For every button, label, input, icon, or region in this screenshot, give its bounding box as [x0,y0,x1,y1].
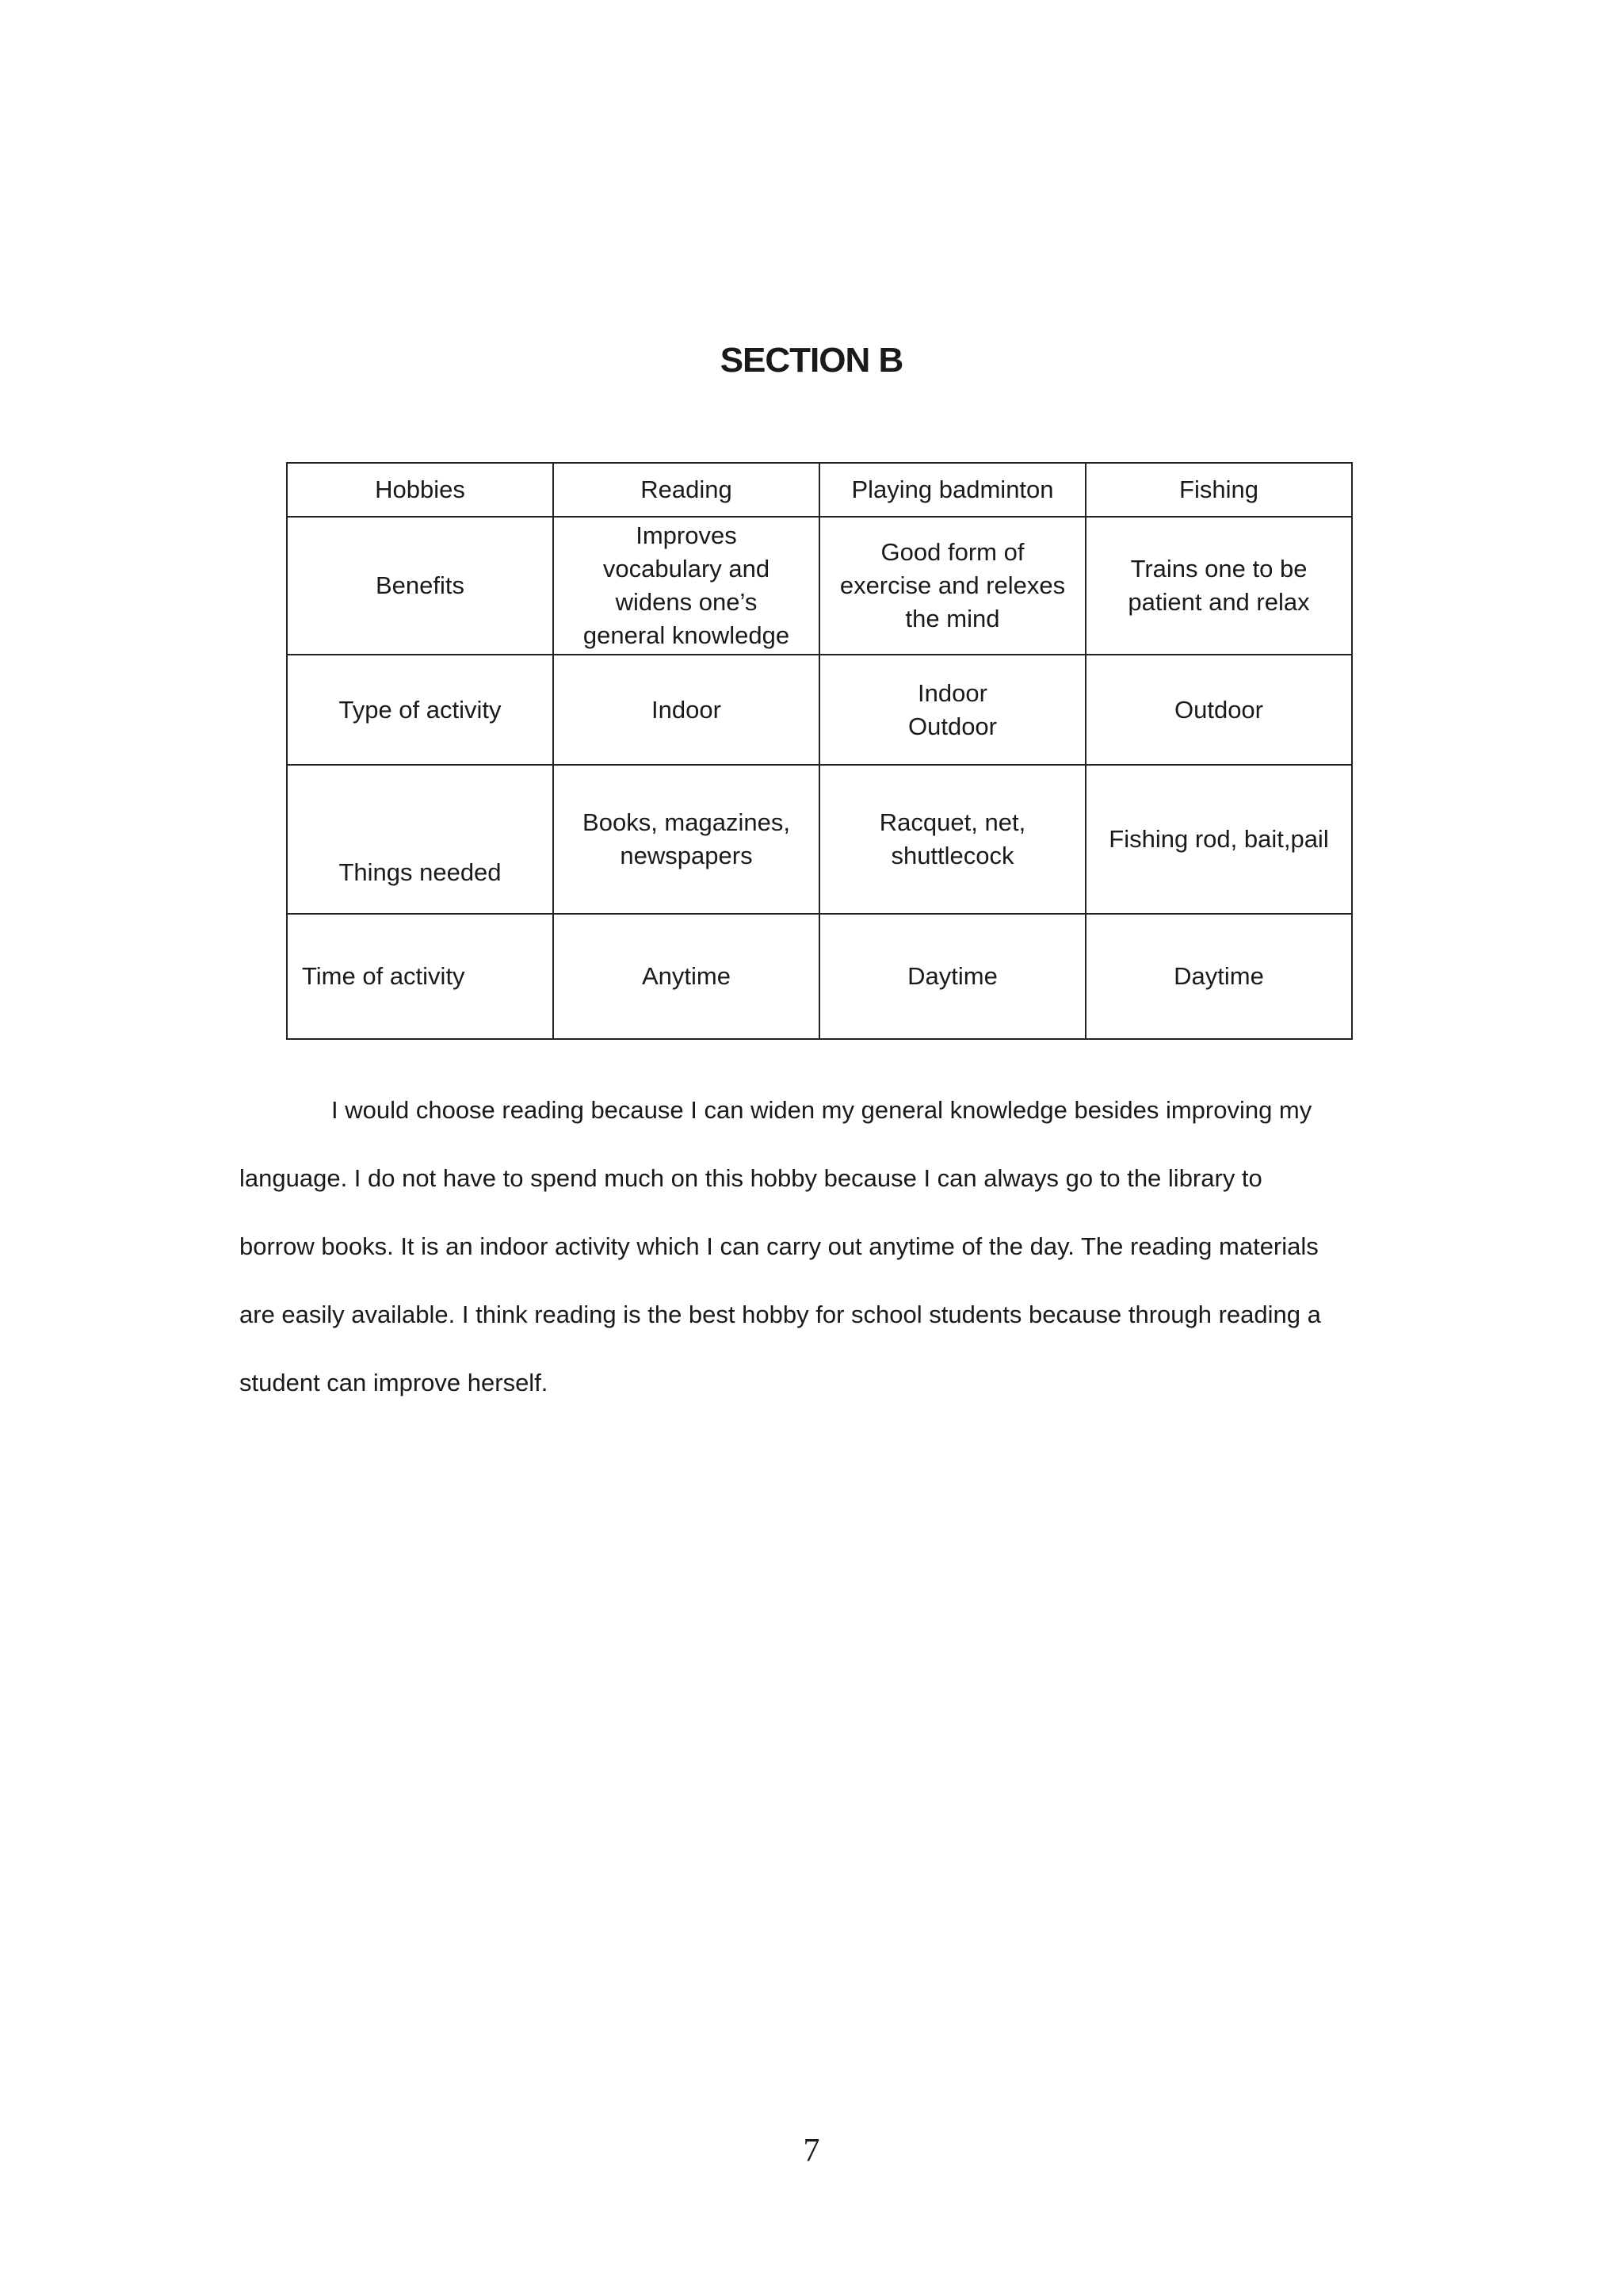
cell-time-badminton [819,914,1086,1039]
cell-line: Anytime [642,962,731,990]
essay-line: borrow books. It is an indoor activity which I can carry out anytime of the day. The reading materials [239,1232,1319,1260]
cell-line: Outdoor [1174,695,1263,724]
essay-line: student can improve herself. [239,1369,548,1396]
cell-line: Improves [636,521,737,549]
cell-line: the mind [905,605,1000,632]
table-row-time-of-activity [287,914,1352,1039]
cell-line: general knowledge [582,621,790,649]
row-label-benefits: Benefits [287,517,553,655]
page-number: 7 [803,2133,820,2169]
cell-line: Books, magazines, [582,808,790,836]
table-row-things-needed [287,765,1352,914]
essay-line: I would choose reading because I can widen my general knowledge besides improving my [331,1096,1312,1124]
cell-time-fishing [1086,914,1352,1039]
cell-line: Fishing rod, bait,pail [1109,825,1329,853]
cell-line: Daytime [907,962,998,990]
cell-line: widens one’s [615,588,758,616]
cell-benefits-reading [553,517,819,655]
cell-things-reading [553,765,819,914]
cell-type-reading [553,655,819,765]
cell-line: vocabulary and [602,555,770,583]
cell-line: shuttlecock [891,842,1014,869]
header-playing-badminton: Playing badminton [819,463,1086,517]
section-title: SECTION B [720,341,903,380]
cell-line: Trains one to be [1130,555,1308,583]
cell-line: Good form of [880,538,1025,566]
essay-line: are easily available. I think reading is the best hobby for school students because through reading a [239,1301,1321,1328]
header-fishing: Fishing [1086,463,1352,517]
row-label-time-of-activity: Time of activity [287,914,553,1039]
cell-benefits-fishing [1086,517,1352,655]
cell-line: patient and relax [1128,588,1310,616]
cell-line: Daytime [1174,962,1264,990]
row-label-type-of-activity: Type of activity [287,655,553,765]
essay-line: language. I do not have to spend much on this hobby because I can always go to the library to [239,1164,1262,1192]
row-label-things-needed: Things needed [287,765,553,914]
cell-type-badminton [819,655,1086,765]
cell-things-fishing [1086,765,1352,914]
essay-paragraph [239,1076,1396,1417]
cell-time-reading [553,914,819,1039]
cell-line: Outdoor [907,712,997,740]
header-hobbies: Hobbies [287,463,553,517]
header-reading: Reading [553,463,819,517]
cell-line: Indoor [918,678,987,707]
cell-line: Racquet, net, [879,808,1026,836]
hobbies-table [286,462,1353,1040]
cell-benefits-badminton [819,517,1086,655]
table-row-benefits [287,517,1352,655]
cell-line: Indoor [651,695,721,724]
table-row-type-of-activity [287,655,1352,765]
cell-type-fishing [1086,655,1352,765]
table-header-row [287,463,1352,517]
cell-things-badminton [819,765,1086,914]
cell-line: exercise and relexes [839,571,1066,599]
cell-line: newspapers [620,842,753,869]
